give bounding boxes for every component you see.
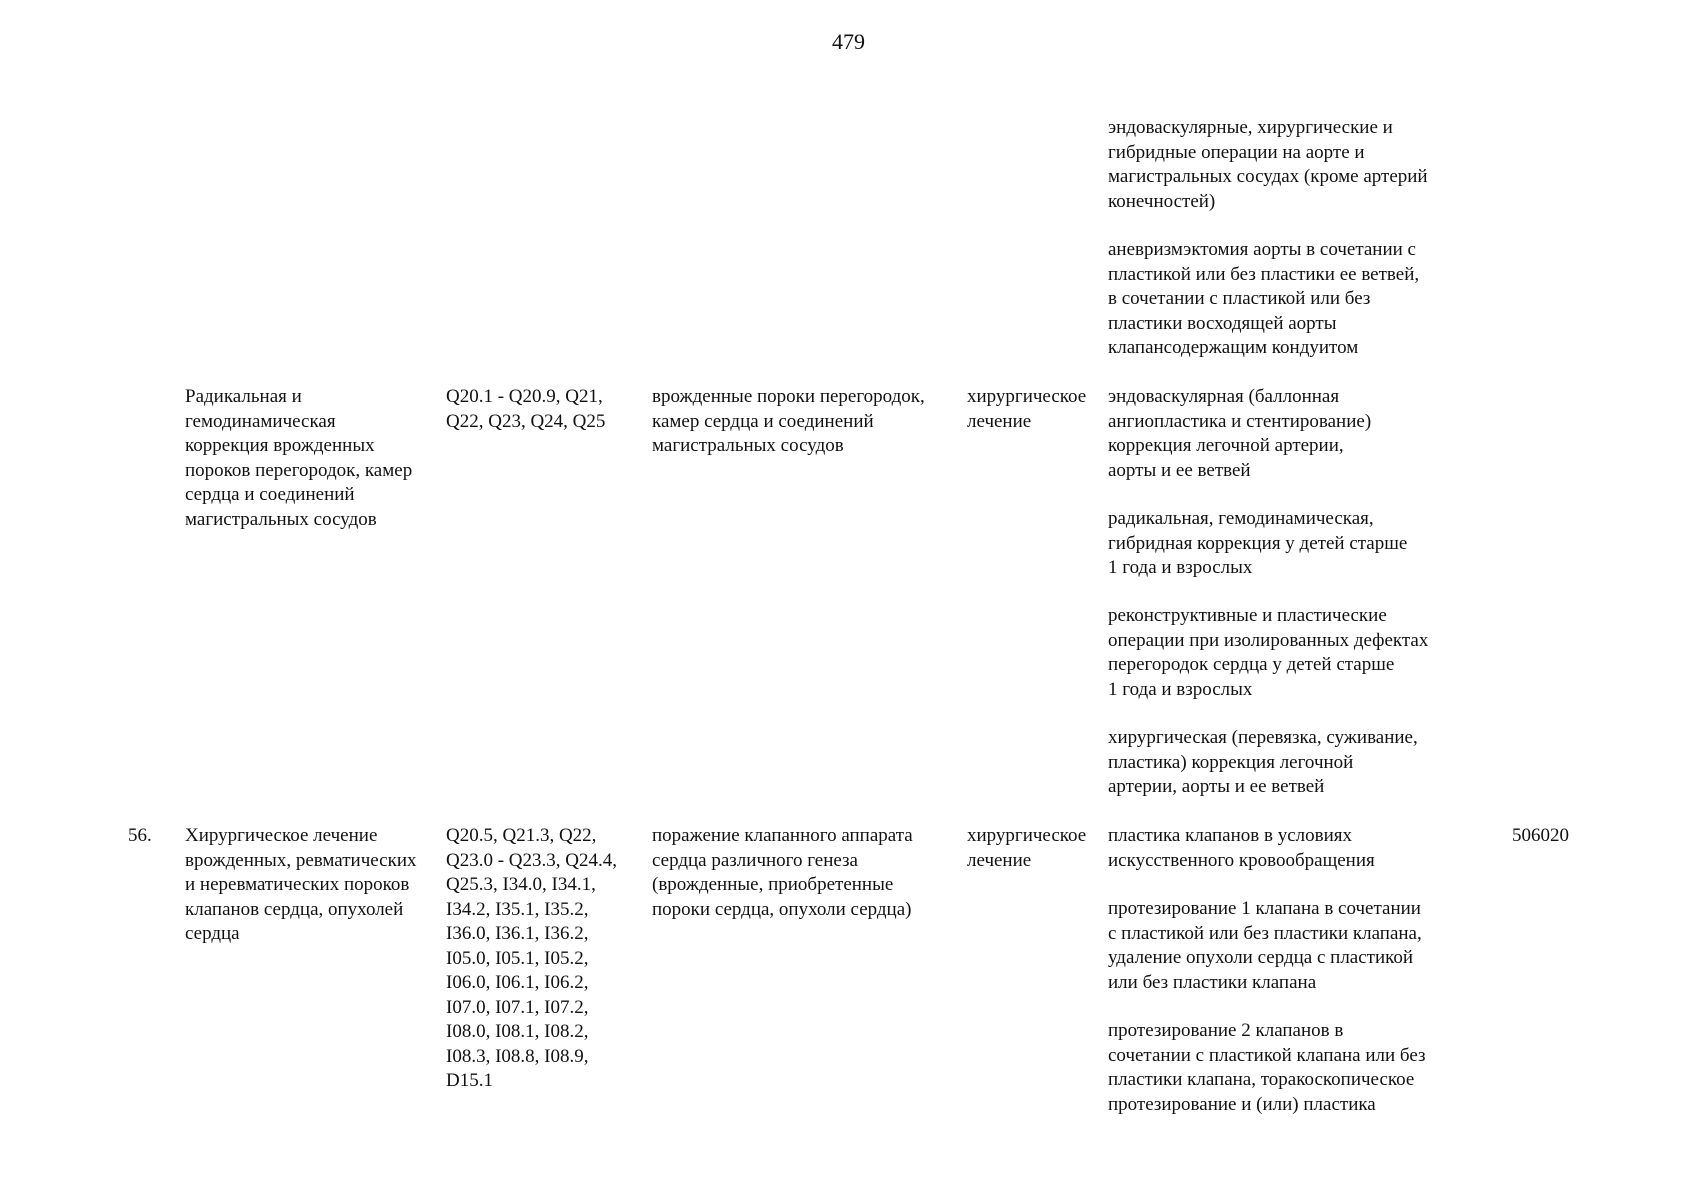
row-radical-method-endovascular: эндоваскулярная (баллонная ангиопластика и стентирование) коррекция легочной артерии, аорты и ее ветвей [1108, 386, 1372, 481]
method-aneurysmectomy: аневризмэктомия аорты в сочетании с пластикой или без пластики ее ветвей, в сочетании с пластикой или без пластики восходящей аорты клапансодержащим кондуитом [1108, 239, 1420, 358]
row-56-name: Хирургическое лечение врожденных, ревматических и неревматических пороков клапанов сердца, опухолей сердца [185, 825, 417, 944]
row-radical-method-surgical: хирургическая (перевязка, суживание, пластика) коррекция легочной артерии, аорты и ее ветвей [1108, 727, 1418, 797]
row-radical-model: врожденные пороки перегородок, камер сердца и соединений магистральных сосудов [652, 386, 925, 456]
row-radical-method-hybrid: радикальная, гемодинамическая, гибридная коррекция у детей старше 1 года и взрослых [1108, 508, 1408, 578]
row-56-cost: 506020 [1512, 825, 1569, 846]
row-radical-method-reconstructive: реконструктивные и пластические операции при изолированных дефектах перегородок сердца у детей старше 1 года и взрослых [1108, 605, 1429, 700]
row-56-model: поражение клапанного аппарата сердца различного генеза (врожденные, приобретенные пороки сердца, опухоли сердца) [652, 825, 913, 920]
row-56-method-one-valve: протезирование 1 клапана в сочетании с пластикой или без пластики клапана, удаление опухоли сердца с пластикой или без пластики клапана [1108, 898, 1422, 993]
row-56-codes: Q20.5, Q21.3, Q22, Q23.0 - Q23.3, Q24.4, Q25.3, I34.0, I34.1, I34.2, I35.1, I35.2, I36.0, I36.1, I36.2, I05.0, I05.1, I05.2, I06.0, I06.1, I06.2, I07.0, I07.1, I07.2, I08.0, I08.1, I08.2, I08.3, I08.8, I08.9, D15.1 [446, 825, 617, 1091]
method-aorta-operations: эндоваскулярные, хирургические и гибридные операции на аорте и магистральных сосудах (кроме артерий конечностей) [1108, 117, 1428, 212]
row-radical-name: Радикальная и гемодинамическая коррекция врожденных пороков перегородок, камер сердца и соединений магистральных сосудов [185, 386, 413, 530]
row-radical-treatment: хирургическое лечение [967, 386, 1087, 432]
row-56-treatment: хирургическое лечение [967, 825, 1087, 871]
row-radical-codes: Q20.1 - Q20.9, Q21, Q22, Q23, Q24, Q25 [446, 386, 606, 432]
row-56-method-two-valves: протезирование 2 клапанов в сочетании с пластикой клапана или без пластики клапана, торакоскопическое протезирование и (или) пластика [1108, 1020, 1426, 1115]
row-56-number: 56. [128, 825, 152, 846]
page-number: 479 [832, 29, 865, 54]
row-56-method-valve-plasty: пластика клапанов в условиях искусственного кровообращения [1108, 825, 1375, 871]
